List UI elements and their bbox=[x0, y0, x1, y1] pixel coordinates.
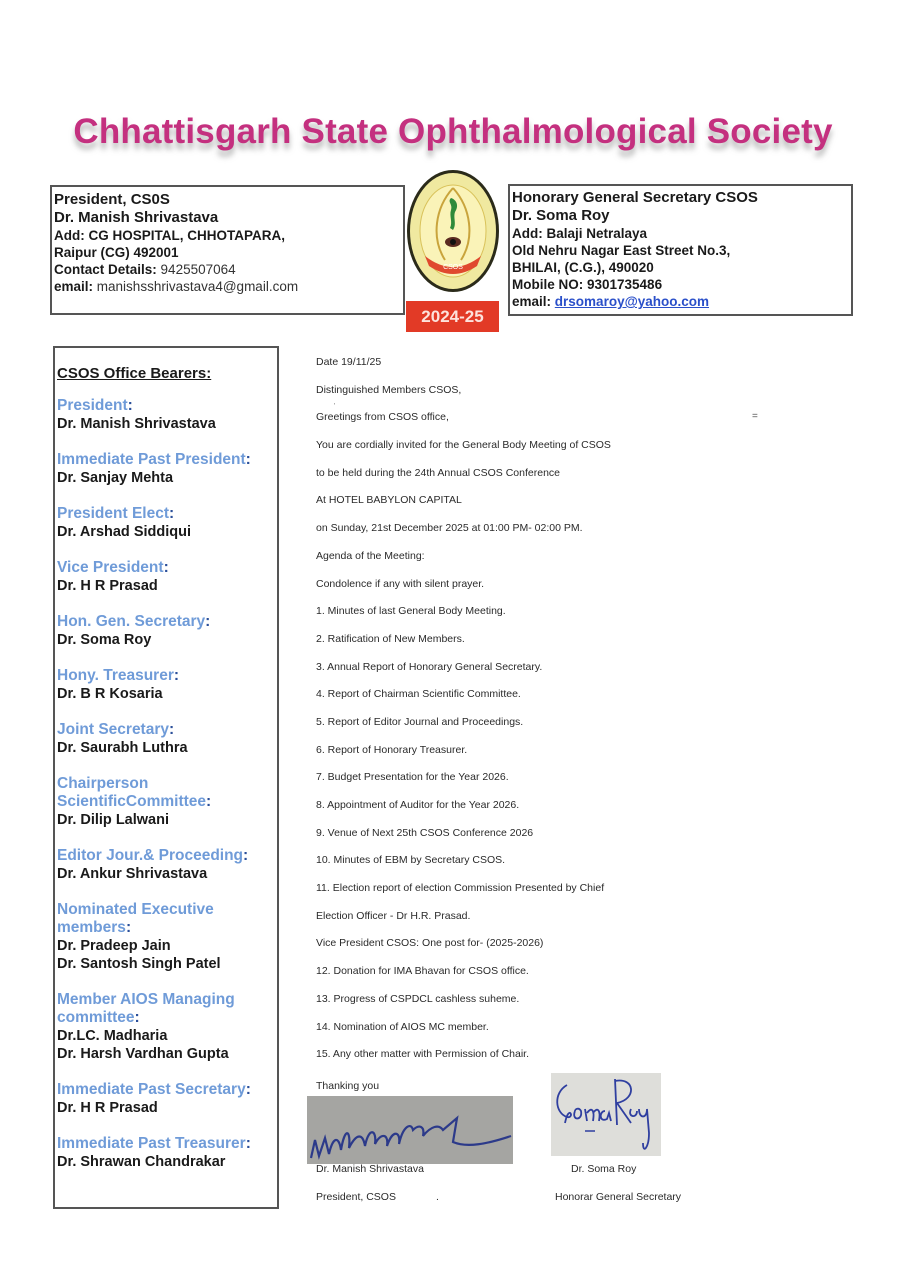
letter-line: to be held during the 24th Annual CSOS Conference bbox=[316, 466, 561, 479]
signatory1-name: Dr. Manish Shrivastava bbox=[316, 1163, 424, 1175]
secretary-address-line2: Old Nehru Nagar East Street No.3, bbox=[512, 243, 731, 258]
office-bearer-name: Dr. Ankur Shrivastava bbox=[57, 866, 208, 882]
role-colon: : bbox=[206, 793, 212, 810]
letter-line: 14. Nomination of AIOS MC member. bbox=[316, 1020, 489, 1033]
office-bearer-group bbox=[57, 1081, 277, 1117]
email-label: email: bbox=[54, 279, 94, 294]
letter-line: Distinguished Members CSOS, bbox=[316, 383, 462, 396]
office-bearer-group bbox=[57, 721, 277, 757]
secretary-signature bbox=[551, 1073, 661, 1156]
office-bearer-role bbox=[57, 667, 277, 685]
secretary-box-title: Honorary General Secretary CSOS bbox=[512, 189, 758, 206]
letter-line: At HOTEL BABYLON CAPITAL bbox=[316, 494, 462, 507]
role-colon: : bbox=[163, 559, 169, 576]
office-bearer-name: Dr. Soma Roy bbox=[57, 632, 152, 648]
letter-line: 8. Appointment of Auditor for the Year 2026. bbox=[316, 799, 520, 811]
office-bearer-name: Dr. Harsh Vardhan Gupta bbox=[57, 1046, 229, 1062]
role-label: Vice President bbox=[57, 559, 164, 576]
office-bearer-name: Dr. Arshad Siddiqui bbox=[57, 524, 192, 540]
contact-label: Contact Details: bbox=[54, 262, 157, 277]
president-address-line2: Raipur (CG) 492001 bbox=[54, 245, 179, 260]
role-label: Nominated Executive members bbox=[57, 901, 214, 936]
letter-line: 7. Budget Presentation for the Year 2026. bbox=[316, 771, 509, 784]
role-colon: : bbox=[125, 919, 132, 936]
role-colon: : bbox=[173, 667, 180, 684]
role-label: Hony. Treasurer bbox=[57, 667, 174, 684]
president-contact-box bbox=[50, 185, 405, 315]
role-colon: : bbox=[245, 451, 251, 468]
role-colon: : bbox=[205, 613, 211, 630]
office-bearer-group bbox=[57, 991, 277, 1063]
office-bearer-role bbox=[57, 991, 277, 1027]
office-bearer-role bbox=[57, 901, 277, 937]
letter-line: You are cordially invited for the General Body Meeting of CSOS bbox=[316, 439, 611, 452]
office-bearer-group bbox=[57, 505, 277, 541]
office-bearer-group bbox=[57, 397, 277, 433]
office-bearer-group bbox=[57, 1135, 277, 1171]
office-bearer-group bbox=[57, 559, 277, 595]
office-bearer-name: Dr. Pradeep Jain bbox=[57, 938, 171, 954]
office-bearer-group bbox=[57, 775, 277, 829]
letter-line: Greetings from CSOS office, bbox=[316, 411, 449, 424]
letter-line: Election Officer - Dr H.R. Prasad. bbox=[316, 909, 471, 922]
office-bearer-name: Dr.LC. Madharia bbox=[57, 1028, 168, 1044]
office-bearers-heading: CSOS Office Bearers: bbox=[57, 365, 212, 382]
office-bearer-name: Dr. Santosh Singh Patel bbox=[57, 956, 221, 972]
role-label: Immediate Past Treasurer bbox=[57, 1135, 246, 1152]
stray-dot: ' bbox=[334, 403, 336, 410]
role-label: Editor Jour.& Proceeding bbox=[57, 847, 244, 864]
president-name: Dr. Manish Shrivastava bbox=[54, 209, 219, 226]
role-colon: : bbox=[169, 721, 175, 738]
letter-line: 15. Any other matter with Permission of Chair. bbox=[316, 1048, 530, 1061]
signatory2-title: Honorar General Secretary bbox=[555, 1191, 682, 1203]
office-bearer-role bbox=[57, 721, 277, 739]
office-bearer-role bbox=[57, 775, 277, 811]
letter-line: 10. Minutes of EBM by Secretary CSOS. bbox=[316, 854, 506, 867]
letter-line: on Sunday, 21st December 2025 at 01:00 PM- 02:00 PM. bbox=[316, 522, 583, 535]
office-bearer-role bbox=[57, 1081, 277, 1099]
office-bearer-role bbox=[57, 505, 277, 523]
role-colon: : bbox=[245, 1135, 251, 1152]
president-address-line1: Add: CG HOSPITAL, CHHOTAPARA, bbox=[54, 228, 285, 243]
role-label: Hon. Gen. Secretary bbox=[57, 613, 206, 630]
office-bearer-name: Dr. H R Prasad bbox=[57, 1100, 158, 1116]
role-colon: : bbox=[127, 397, 133, 414]
office-bearer-group bbox=[57, 451, 277, 487]
letter-line: 11. Election report of election Commission Presented by Chief bbox=[316, 882, 605, 895]
letter-line: 2. Ratification of New Members. bbox=[316, 632, 465, 645]
office-bearer-role bbox=[57, 1135, 277, 1153]
president-signature bbox=[307, 1096, 513, 1164]
secretary-email-link[interactable]: drsomaroy@yahoo.com bbox=[554, 294, 709, 309]
society-title: Chhattisgarh State Ophthalmological Society bbox=[73, 112, 833, 151]
secretary-address-line1: Add: Balaji Netralaya bbox=[512, 226, 648, 241]
letter-line: 13. Progress of CSPDCL cashless suheme. bbox=[316, 992, 520, 1005]
office-bearer-name: Dr. Sanjay Mehta bbox=[57, 470, 174, 486]
secretary-name: Dr. Soma Roy bbox=[512, 207, 610, 224]
role-label: President Elect bbox=[57, 505, 169, 522]
president-phone: 9425507064 bbox=[160, 262, 236, 277]
role-label: Member AIOS Managing committee bbox=[57, 991, 235, 1026]
stray-mark: = bbox=[752, 411, 758, 422]
president-box-title: President, CS0S bbox=[54, 191, 170, 208]
role-colon: : bbox=[245, 1081, 251, 1098]
secretary-mobile: Mobile NO: 9301735486 bbox=[512, 277, 663, 292]
letter-line: 1. Minutes of last General Body Meeting. bbox=[316, 605, 506, 618]
letter-line: 9. Venue of Next 25th CSOS Conference 2026 bbox=[316, 826, 534, 839]
role-colon: : bbox=[169, 505, 175, 522]
president-email[interactable]: manishsshrivastava4@gmail.com bbox=[96, 279, 299, 294]
office-bearer-name: Dr. Manish Shrivastava bbox=[57, 416, 216, 432]
office-bearer-name: Dr. Saurabh Luthra bbox=[57, 740, 188, 756]
closing-text: Thanking you bbox=[316, 1080, 380, 1092]
secretary-contact-box bbox=[508, 184, 853, 316]
letter-line: 3. Annual Report of Honorary General Secretary. bbox=[316, 660, 543, 673]
letter-line: 6. Report of Honorary Treasurer. bbox=[316, 743, 468, 756]
office-bearer-group bbox=[57, 613, 277, 649]
role-colon: : bbox=[134, 1009, 140, 1026]
signatory2-name: Dr. Soma Roy bbox=[571, 1163, 637, 1175]
office-bearer-group bbox=[57, 901, 277, 973]
email-label: email: bbox=[512, 294, 552, 309]
letter-line: 4. Report of Chairman Scientific Committee. bbox=[316, 688, 521, 701]
office-bearer-name: Dr. Dilip Lalwani bbox=[57, 812, 169, 828]
stray-period: . bbox=[436, 1191, 439, 1203]
csos-logo-emblem bbox=[405, 168, 501, 294]
letter-line: 5. Report of Editor Journal and Proceedings. bbox=[316, 715, 524, 728]
role-label: Chairperson ScientificCommittee bbox=[57, 775, 207, 810]
office-bearer-role bbox=[57, 397, 277, 415]
office-bearer-name: Dr. B R Kosaria bbox=[57, 686, 163, 702]
role-label: Immediate Past President bbox=[57, 451, 246, 468]
role-label: Joint Secretary bbox=[57, 721, 169, 738]
year-badge: 2024-25 bbox=[406, 301, 499, 332]
office-bearer-role bbox=[57, 613, 277, 631]
invitation-letter bbox=[316, 355, 796, 1075]
letter-line: Vice President CSOS: One post for- (2025-2026) bbox=[316, 937, 544, 950]
office-bearer-group bbox=[57, 667, 277, 703]
role-label: President bbox=[57, 397, 128, 414]
letter-line: Agenda of the Meeting: bbox=[316, 549, 425, 562]
letter-line: Date 19/11/25 bbox=[316, 356, 382, 368]
signatory1-title: President, CSOS bbox=[316, 1191, 396, 1203]
letter-line: 12. Donation for IMA Bhavan for CSOS office. bbox=[316, 965, 529, 978]
letter-line: Condolence if any with silent prayer. bbox=[316, 577, 485, 590]
office-bearer-name: Dr. H R Prasad bbox=[57, 578, 158, 594]
office-bearer-group bbox=[57, 847, 277, 883]
office-bearers-panel bbox=[53, 346, 279, 1209]
office-bearer-role bbox=[57, 847, 277, 865]
role-colon: : bbox=[243, 847, 249, 864]
logo-csos-text: CSOS bbox=[443, 264, 463, 271]
office-bearer-role bbox=[57, 559, 277, 577]
role-label: Immediate Past Secretary bbox=[57, 1081, 246, 1098]
secretary-address-line3: BHILAI, (C.G.), 490020 bbox=[512, 260, 654, 275]
office-bearer-role bbox=[57, 451, 277, 469]
office-bearer-name: Dr. Shrawan Chandrakar bbox=[57, 1154, 226, 1170]
